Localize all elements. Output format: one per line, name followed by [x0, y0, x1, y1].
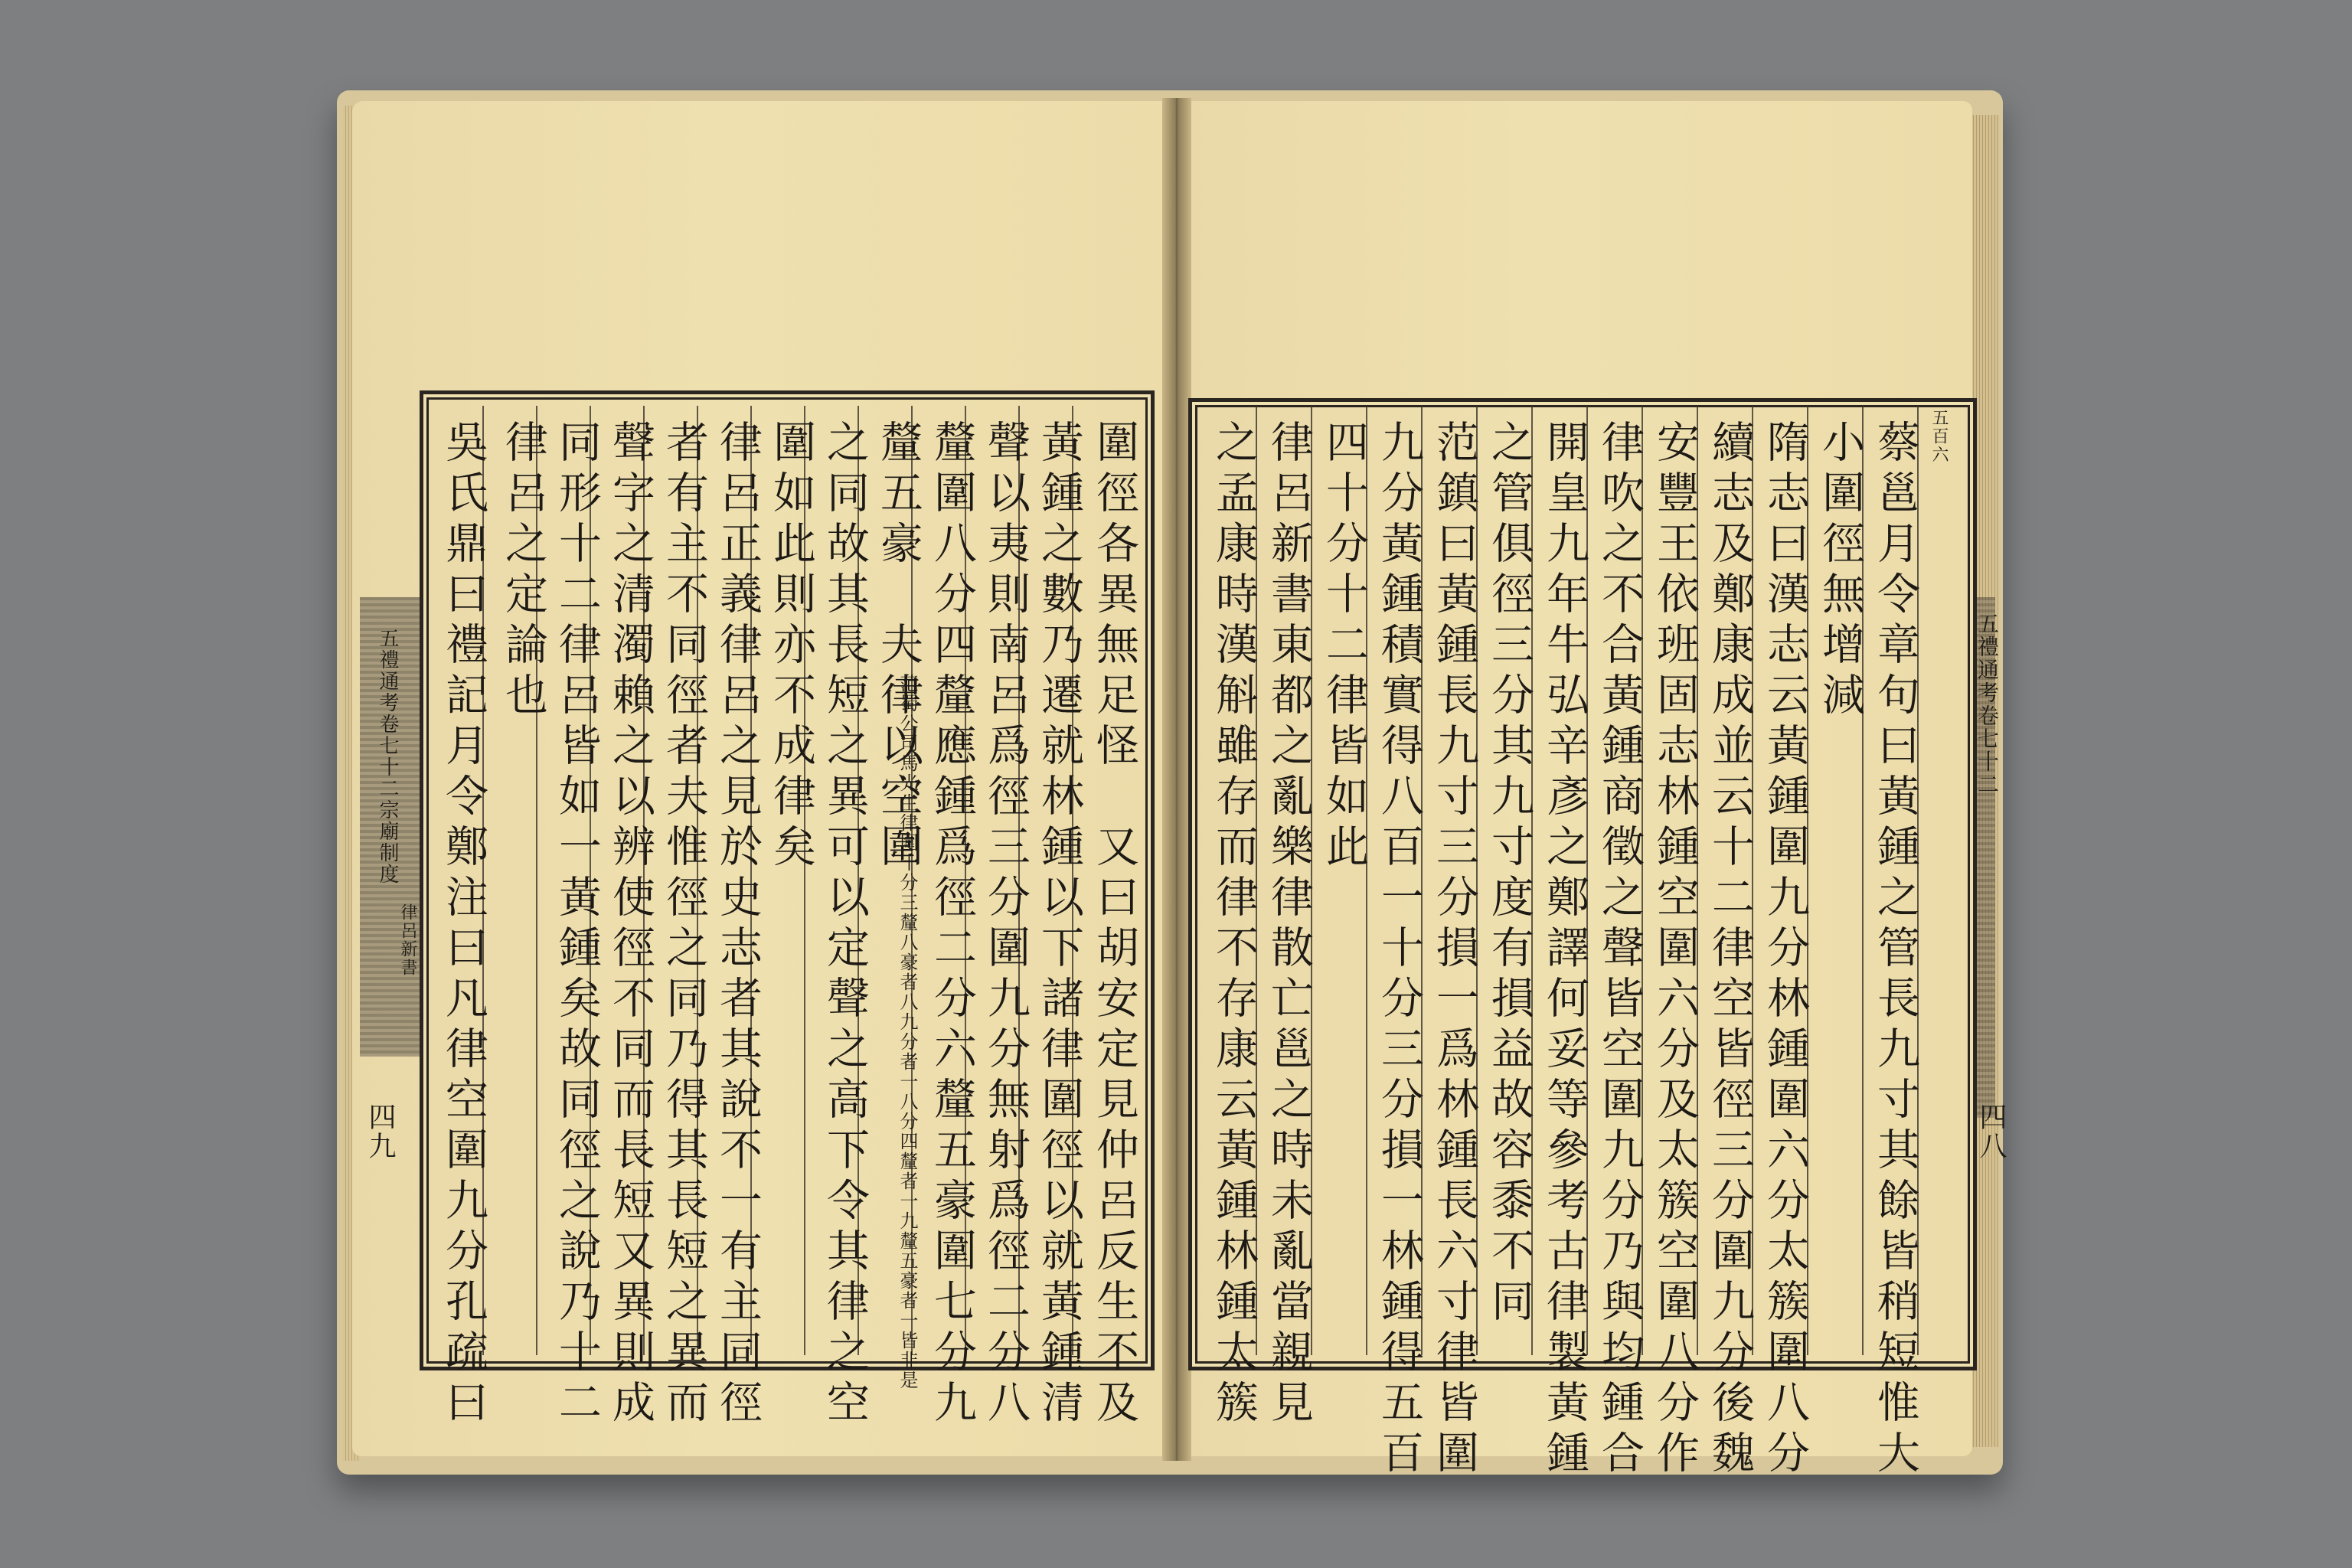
left-small-note: 范蜀公司馬光生律圍十分三釐八豪者八九分者一八分四釐者一九釐五豪者一皆非是: [897, 674, 918, 1390]
left-col-10: 聲字之清濁賴之以辨使徑不同而長短又異則成: [606, 420, 655, 1430]
left-col-3: 聲以夷則南呂爲徑三分圍九分無射爲徑二分八: [981, 420, 1031, 1430]
left-folio: 四九: [364, 1102, 396, 1161]
right-col-10: 九分黃鍾積實得八百一十分三分損一林鍾得五百: [1374, 420, 1424, 1481]
left-col-12: 律呂之定論也: [498, 420, 548, 723]
left-col-5: 釐五豪 夫律以空圍: [874, 420, 923, 874]
left-col-9: 者有主不同徑者夫惟徑之同乃得其長短之異而: [659, 420, 709, 1430]
left-col-13: 吳氏鼎曰禮記月令鄭注曰凡律空圍九分孔疏曰: [439, 420, 488, 1430]
right-margin-title: 五禮通考卷七十二: [1975, 612, 2000, 796]
left-margin-sub: 律呂新書: [398, 903, 417, 977]
right-col-5: 安豐王依班固志林鍾空圍六分及太簇空圍八分作: [1650, 420, 1700, 1481]
right-col-1: 蔡邕月令章句曰黃鍾之管長九寸其餘皆稍短惟大: [1870, 420, 1920, 1481]
right-col-7: 開皇九年牛弘辛彥之鄭譯何妥等參考古律製黃鍾: [1540, 420, 1589, 1481]
left-col-4: 釐圍八分四釐應鍾爲徑二分六釐五豪圍七分九: [927, 420, 977, 1430]
left-col-8: 律呂正義律呂之見於史志者其說不一有主同徑: [713, 420, 763, 1430]
right-page-header: 五百六: [1929, 409, 1949, 464]
right-col-4: 續志及鄭康成並云十二律空皆徑三分圍九分後魏: [1705, 420, 1755, 1481]
right-col-13: 之孟康時漢斛雖存而律不存康云黃鍾林鍾太簇: [1209, 420, 1259, 1430]
right-col-12: 律呂新書東都之亂樂律散亡邕之時未亂當親見: [1264, 420, 1314, 1430]
left-margin-title: 五禮通考卷七十二宗廟制度: [376, 628, 399, 885]
right-col-11: 四十分十二律皆如此: [1319, 420, 1369, 874]
right-col-9: 范鎮曰黃鍾長九寸三分損一爲林鍾長六寸律皆圍: [1429, 420, 1479, 1481]
left-col-6: 之同故其長短之異可以定聲之高下令其律之空: [820, 420, 870, 1430]
right-col-6: 律吹之不合黃鍾商徵之聲皆空圍九分乃與均鍾合: [1595, 420, 1645, 1481]
left-col-2: 黃鍾之數乃遷就林鍾以下諸律圍徑以就黃鍾清: [1034, 420, 1084, 1430]
left-col-1: 圍徑各異無足怪 又曰胡安定見仲呂反生不及: [1089, 420, 1139, 1430]
right-col-3: 隋志曰漢志云黃鍾圍九分林鍾圍六分太簇圍八分: [1760, 420, 1810, 1481]
book-gutter: [1162, 98, 1191, 1461]
right-folio: 四八: [1975, 1102, 2007, 1161]
right-col-2: 小圍徑無增減: [1815, 420, 1865, 723]
left-col-11: 同形十二律呂皆如一黃鍾矣故同徑之說乃十二: [552, 420, 602, 1430]
right-col-8: 之管俱徑三分其九寸度有損益故容黍不同: [1485, 420, 1534, 1329]
left-col-7: 圍如此則亦不成律矣: [766, 420, 816, 874]
